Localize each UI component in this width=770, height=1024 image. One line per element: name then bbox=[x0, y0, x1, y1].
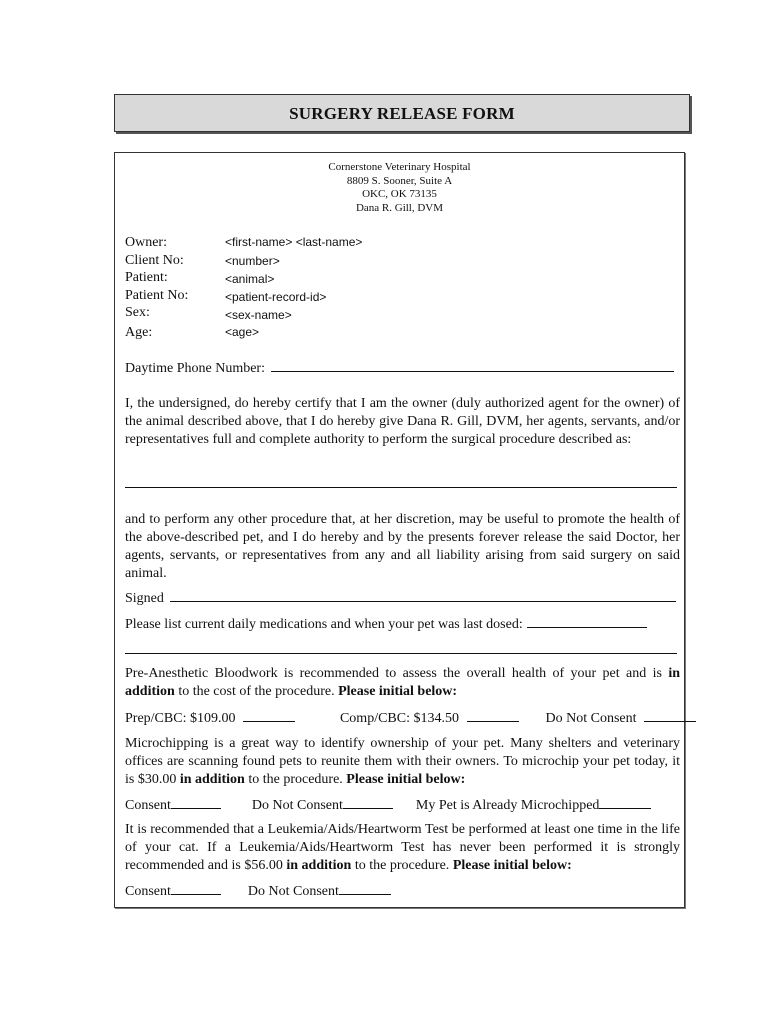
hospital-address-line-2: OKC, OK 73135 bbox=[362, 188, 437, 200]
medications-row bbox=[125, 615, 647, 633]
medications-input-line[interactable] bbox=[527, 615, 647, 628]
leukemia-decline-label: Do Not Consent bbox=[247, 884, 339, 899]
hospital-name: Cornerstone Veterinary Hospital bbox=[328, 161, 471, 173]
patient-label: Patient: bbox=[125, 270, 168, 285]
comp-cbc-label: Comp/CBC: $134.50 bbox=[339, 711, 459, 726]
patient-no-value[interactable]: <patient-record-id> bbox=[225, 290, 327, 304]
phone-row bbox=[125, 359, 674, 377]
client-no-value[interactable]: <number> bbox=[225, 254, 280, 268]
client-no-label: Client No: bbox=[125, 253, 184, 268]
bloodwork-text: Pre-Anesthetic Bloodwork is recommended to assess the overall health of your pet and is bbox=[125, 666, 662, 681]
leukemia-decline-initial-line[interactable] bbox=[339, 882, 391, 895]
sex-label: Sex: bbox=[125, 305, 150, 320]
microchip-paragraph bbox=[125, 735, 680, 789]
microchip-decline-label: Do Not Consent bbox=[251, 798, 343, 813]
medications-input-line-2[interactable] bbox=[125, 653, 677, 654]
microchip-initial-instruction: Please initial below: bbox=[346, 772, 466, 787]
prep-cbc-initial-line[interactable] bbox=[243, 709, 295, 722]
microchip-decline-initial-line[interactable] bbox=[343, 796, 393, 809]
microchip-text-mid: to the procedure. bbox=[244, 772, 347, 787]
certify-paragraph: I, the undersigned, do hereby certify that I am the owner (duly authorized agent for the owner) of the animal described above, that I do hereby give Dana R. Gill, DVM, her agents, servants, and/or representatives full and complete authority to perform the surgical procedure described as: bbox=[125, 396, 680, 447]
form-title-box bbox=[114, 94, 690, 132]
procedure-input-line[interactable] bbox=[125, 487, 677, 488]
hospital-doctor: Dana R. Gill, DVM bbox=[355, 202, 444, 214]
microchip-already-label: My Pet is Already Microchipped bbox=[415, 798, 600, 813]
microchip-consent-label: Consent bbox=[125, 798, 171, 813]
bloodwork-text-mid: to the cost of the procedure. bbox=[174, 684, 339, 699]
phone-input-line[interactable] bbox=[271, 359, 674, 372]
microchip-already-initial-line[interactable] bbox=[599, 796, 651, 809]
microchip-text: Microchipping is a great way to identify ownership of your pet. Many shelters and veterinary offices are scanning found pets to reunite them with their owners. To microchip your pet today, it is $30.00 bbox=[125, 736, 680, 787]
age-label: Age: bbox=[125, 325, 153, 340]
bloodwork-decline-initial-line[interactable] bbox=[644, 709, 696, 722]
form-body bbox=[114, 152, 685, 908]
release-paragraph: and to perform any other procedure that, at her discretion, may be useful to promote the health of the above-described pet, and I do hereby and by the presents forever release the said Doctor, her agents, servants, or representatives from any and all liability arising from said surgery on said animal. bbox=[125, 512, 680, 581]
bloodwork-bold-addition: in addition bbox=[125, 666, 680, 699]
signed-label: Signed bbox=[125, 591, 164, 606]
age-value[interactable]: <age> bbox=[225, 325, 260, 339]
owner-label: Owner: bbox=[125, 235, 167, 250]
leukemia-text-mid: to the procedure. bbox=[351, 858, 453, 873]
leukemia-options-row bbox=[125, 882, 391, 900]
phone-label: Daytime Phone Number: bbox=[125, 361, 265, 376]
bloodwork-options-row bbox=[125, 709, 696, 727]
sex-value[interactable]: <sex-name> bbox=[225, 308, 292, 322]
signature-line[interactable] bbox=[170, 589, 676, 602]
hospital-address-line-1: 8809 S. Sooner, Suite A bbox=[346, 175, 453, 187]
bloodwork-decline-label: Do Not Consent bbox=[545, 711, 637, 726]
leukemia-initial-instruction: Please initial below: bbox=[452, 858, 572, 873]
microchip-options-row bbox=[125, 796, 651, 814]
leukemia-bold-addition: in addition bbox=[286, 858, 352, 873]
leukemia-paragraph bbox=[125, 821, 680, 875]
leukemia-text: It is recommended that a Leukemia/Aids/Heartworm Test be performed at least one time in the life of your cat. If a Leukemia/Aids/Heartworm Test has never been performed it is strongly recommended and is $56.00 bbox=[125, 822, 680, 873]
medications-label: Please list current daily medications and when your pet was last dosed: bbox=[125, 617, 523, 632]
form-title: SURGERY RELEASE FORM bbox=[289, 104, 515, 123]
patient-value[interactable]: <animal> bbox=[225, 272, 275, 286]
leukemia-consent-label: Consent bbox=[125, 884, 171, 899]
prep-cbc-label: Prep/CBC: $109.00 bbox=[125, 711, 236, 726]
microchip-bold-addition: in addition bbox=[179, 772, 245, 787]
owner-value[interactable]: <first-name> <last-name> bbox=[225, 235, 363, 249]
comp-cbc-initial-line[interactable] bbox=[467, 709, 519, 722]
signed-row bbox=[125, 589, 676, 607]
patient-no-label: Patient No: bbox=[125, 288, 189, 303]
microchip-consent-initial-line[interactable] bbox=[171, 796, 221, 809]
bloodwork-paragraph bbox=[125, 665, 680, 701]
bloodwork-initial-instruction: Please initial below: bbox=[338, 684, 458, 699]
leukemia-consent-initial-line[interactable] bbox=[171, 882, 221, 895]
